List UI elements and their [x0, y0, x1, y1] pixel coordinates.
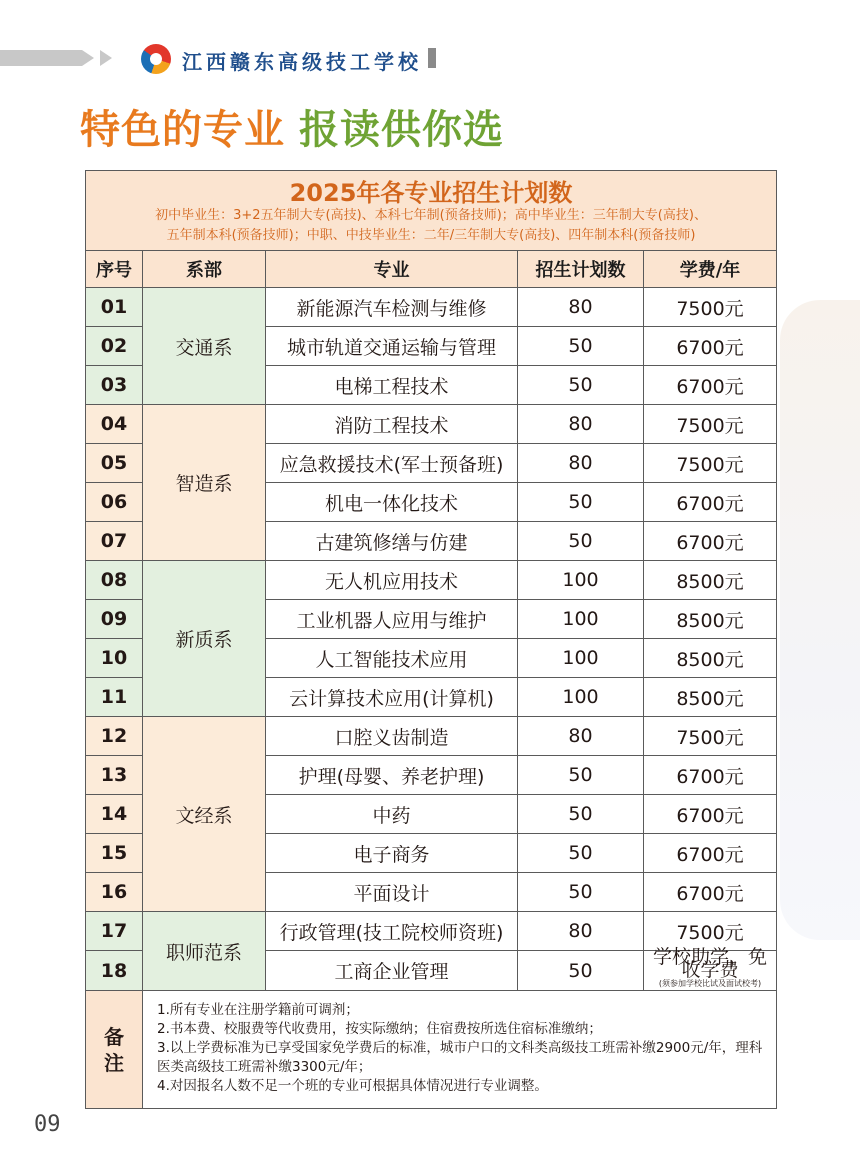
fee-cell: 8500元 — [644, 678, 777, 717]
row-number: 16 — [86, 873, 143, 912]
major-cell: 行政管理(技工院校师资班) — [266, 912, 518, 951]
fee-cell: 8500元 — [644, 561, 777, 600]
major-cell: 古建筑修缮与仿建 — [266, 522, 518, 561]
fee-cell — [644, 946, 777, 991]
row-number: 17 — [86, 912, 143, 951]
plan-cell: 80 — [518, 444, 644, 483]
notes-label — [86, 991, 143, 1109]
row-number: 10 — [86, 639, 143, 678]
school-logo — [141, 44, 171, 74]
fee-cell: 6700元 — [644, 795, 777, 834]
plan-cell: 50 — [518, 756, 644, 795]
fee-cell: 6700元 — [644, 756, 777, 795]
major-cell: 中药 — [266, 795, 518, 834]
fee-exemption-note: 学校助学，免收学费 — [653, 946, 768, 981]
school-name: 江西赣东高级技工学校 — [182, 50, 422, 74]
plan-cell: 50 — [518, 483, 644, 522]
plan-cell: 100 — [518, 639, 644, 678]
column-header-fee: 学费/年 — [644, 251, 777, 288]
plan-cell: 80 — [518, 288, 644, 327]
plan-cell: 50 — [518, 522, 644, 561]
table-row — [86, 561, 777, 600]
fee-cell: 7500元 — [644, 444, 777, 483]
enrollment-plan-table — [85, 170, 777, 1109]
notes-body — [143, 991, 777, 1109]
page-number: 09 — [34, 1112, 61, 1137]
plan-cell: 80 — [518, 405, 644, 444]
fee-cell: 6700元 — [644, 834, 777, 873]
fee-cell: 8500元 — [644, 639, 777, 678]
notes-label-text: 备注 — [104, 1024, 124, 1075]
row-number: 12 — [86, 717, 143, 756]
major-cell: 电子商务 — [266, 834, 518, 873]
plan-cell: 50 — [518, 873, 644, 912]
fee-cell: 6700元 — [644, 873, 777, 912]
plan-cell: 50 — [518, 795, 644, 834]
note-item: 1.所有专业在注册学籍前可调剂； — [157, 1002, 359, 1018]
hero-title-part1: 特色的专业 — [80, 107, 285, 153]
row-number: 06 — [86, 483, 143, 522]
row-number: 14 — [86, 795, 143, 834]
major-cell: 工商企业管理 — [266, 951, 518, 991]
header-end-bar — [428, 48, 436, 68]
table-title: 2025年各专业招生计划数 — [289, 178, 573, 207]
table-subtitle-line2: 五年制本科(预备技师)；中职、中技毕业生：二年/三年制大专(高技)、四年制本科(预备技师) — [166, 227, 696, 243]
major-cell: 无人机应用技术 — [266, 561, 518, 600]
plan-cell: 80 — [518, 717, 644, 756]
row-number: 02 — [86, 327, 143, 366]
fee-cell: 6700元 — [644, 366, 777, 405]
department-cell: 智造系 — [143, 405, 266, 561]
column-header-department: 系部 — [143, 251, 266, 288]
plan-cell: 50 — [518, 327, 644, 366]
major-cell: 机电一体化技术 — [266, 483, 518, 522]
page-header — [0, 44, 860, 78]
column-header-plan: 招生计划数 — [518, 251, 644, 288]
plan-cell: 100 — [518, 678, 644, 717]
table-row — [86, 717, 777, 756]
row-number: 18 — [86, 951, 143, 991]
major-cell: 电梯工程技术 — [266, 366, 518, 405]
fee-exemption-condition: (须参加学校比试及面试校考) — [658, 979, 762, 988]
row-number: 15 — [86, 834, 143, 873]
row-number: 07 — [86, 522, 143, 561]
major-cell: 城市轨道交通运输与管理 — [266, 327, 518, 366]
fee-cell: 7500元 — [644, 717, 777, 756]
major-cell: 护理(母婴、养老护理) — [266, 756, 518, 795]
plan-cell: 100 — [518, 600, 644, 639]
chevron-right-icon — [82, 50, 94, 66]
fee-cell: 6700元 — [644, 327, 777, 366]
row-number: 01 — [86, 288, 143, 327]
plan-cell: 100 — [518, 561, 644, 600]
department-cell: 新质系 — [143, 561, 266, 717]
plan-cell: 50 — [518, 366, 644, 405]
table-title-cell — [86, 171, 777, 251]
department-cell: 文经系 — [143, 717, 266, 912]
fee-cell: 6700元 — [644, 483, 777, 522]
header-gray-bar — [0, 50, 82, 66]
plan-cell: 80 — [518, 912, 644, 951]
major-cell: 消防工程技术 — [266, 405, 518, 444]
plan-cell: 50 — [518, 834, 644, 873]
row-number: 08 — [86, 561, 143, 600]
row-number: 13 — [86, 756, 143, 795]
row-number: 04 — [86, 405, 143, 444]
table-row — [86, 912, 777, 951]
major-cell: 工业机器人应用与维护 — [266, 600, 518, 639]
fee-cell: 6700元 — [644, 522, 777, 561]
table-row — [86, 405, 777, 444]
chevron-right-icon — [100, 50, 112, 66]
row-number: 05 — [86, 444, 143, 483]
decorative-background-shape — [780, 300, 860, 940]
column-header-no: 序号 — [86, 251, 143, 288]
note-item: 2.书本费、校服费等代收费用，按实际缴纳；住宿费按所选住宿标准缴纳； — [157, 1021, 602, 1037]
major-cell: 平面设计 — [266, 873, 518, 912]
hero-title-part2: 报读供你选 — [299, 107, 504, 153]
table-header-row — [86, 251, 777, 288]
department-cell: 职师范系 — [143, 912, 266, 991]
major-cell: 人工智能技术应用 — [266, 639, 518, 678]
fee-cell: 7500元 — [644, 288, 777, 327]
plan-cell: 50 — [518, 951, 644, 991]
fee-cell: 7500元 — [644, 912, 777, 951]
hero-title — [80, 98, 504, 155]
major-cell: 应急救援技术(军士预备班) — [266, 444, 518, 483]
major-cell: 新能源汽车检测与维修 — [266, 288, 518, 327]
table-row — [86, 288, 777, 327]
column-header-major: 专业 — [266, 251, 518, 288]
row-number: 09 — [86, 600, 143, 639]
note-item: 3.以上学费标准为已享受国家免学费后的标准，城市户口的文科类高级技工班需补缴2900元/年，理科医类高级技工班需补缴3300元/年； — [157, 1040, 763, 1075]
fee-cell: 7500元 — [644, 405, 777, 444]
major-cell: 口腔义齿制造 — [266, 717, 518, 756]
fee-cell: 8500元 — [644, 600, 777, 639]
table-subtitle-line1: 初中毕业生：3+2五年制大专(高技)、本科七年制(预备技师)；高中毕业生：三年制大专(高技)、 — [155, 207, 707, 223]
note-item: 4.对因报名人数不足一个班的专业可根据具体情况进行专业调整。 — [157, 1078, 548, 1094]
major-cell: 云计算技术应用(计算机) — [266, 678, 518, 717]
row-number: 11 — [86, 678, 143, 717]
notes-row — [86, 991, 777, 1109]
row-number: 03 — [86, 366, 143, 405]
department-cell: 交通系 — [143, 288, 266, 405]
